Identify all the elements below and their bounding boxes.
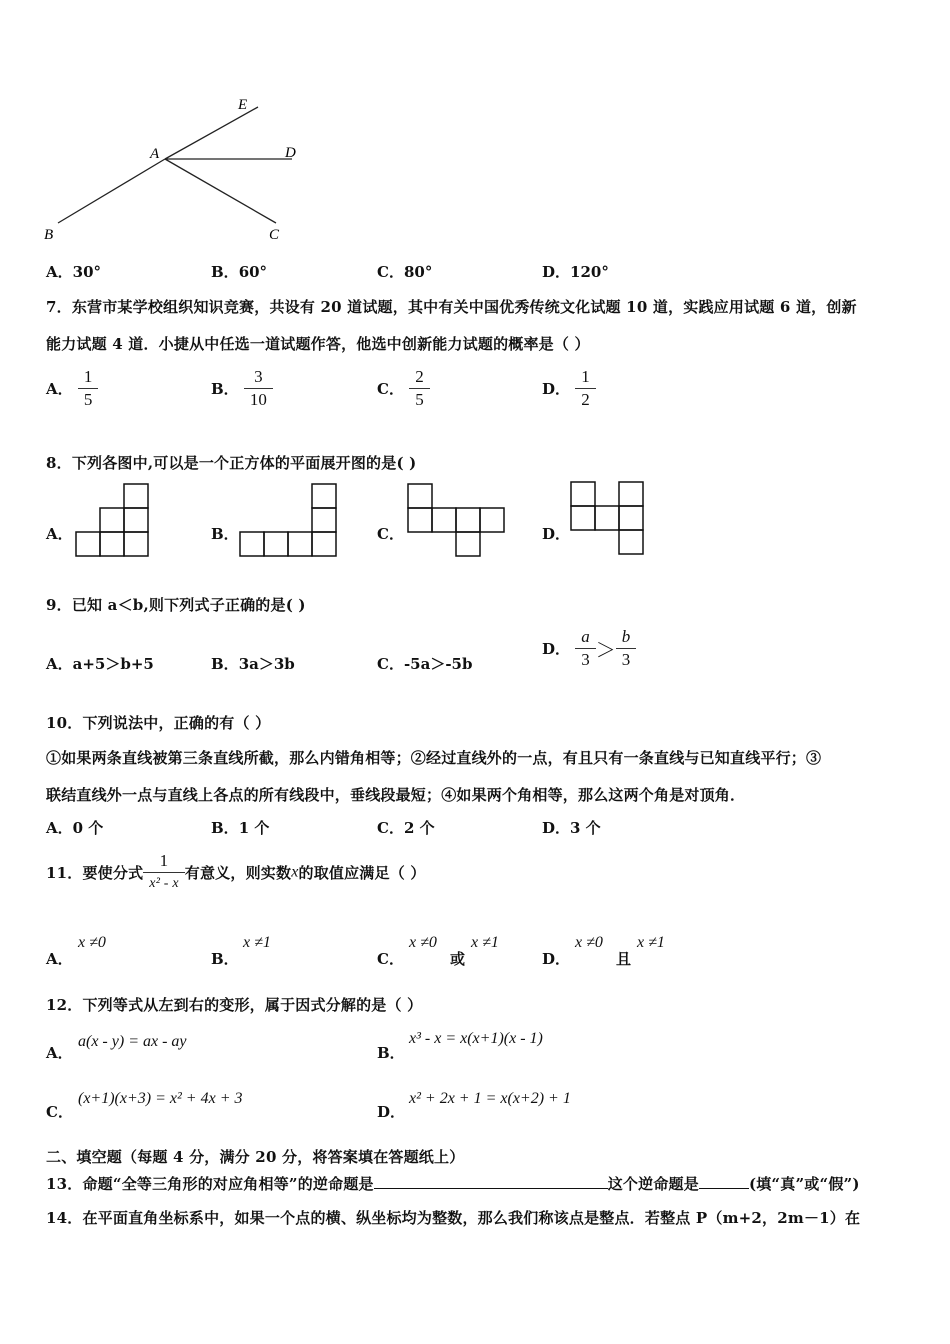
q14-stem-line1: 14．在平面直角坐标系中，如果一个点的横、纵坐标均为整数，那么我们称该点是整点．若整点 P（m+2，2m－1）在 [46,1209,861,1227]
fraction: $\frac{1}{2}$ [575,366,596,411]
q11-stem: 11．要使分式 $\frac{1}{\text{x² - x}}$ 有意义，则实数x的取值应满足（ ） [46,850,426,895]
q8-option-b-label[interactable]: B． [211,525,239,543]
q10-option-a[interactable]: A．0 个 [46,819,104,837]
q7-option-a[interactable]: A． $\frac{1}{5}$ [46,366,98,411]
q10-option-c[interactable]: C．2 个 [377,819,435,837]
q7-stem-line1: 7．东营市某学校组织知识竞赛，共设有 20 道试题，其中有关中国优秀传统文化试题 10 道，实践应用试题 6 道，创新 [46,298,857,316]
q13-stem: 13．命题“全等三角形的对应角相等”的逆命题是 这个逆命题是 (填“真”或“假”) [46,1172,860,1194]
label-b: B [44,227,54,243]
q10-statements-line2: 联结直线外一点与直线上各点的所有线段中，垂线段最短；④如果两个角相等，那么这两个角是对顶角． [46,786,746,804]
q9-option-a[interactable]: A．a+5＞b+5 [46,655,154,673]
q11-option-c-conj: 或 [450,950,466,968]
q10-stem: 10．下列说法中，正确的有（ ） [46,714,271,732]
q9-option-d[interactable]: D． $\frac{a}{3}$ ＞ $\frac{b}{3}$ [542,626,636,671]
fraction: $\frac{2}{5}$ [409,366,430,411]
q11-option-a-expr[interactable]: x ≠0 [78,934,106,951]
fraction: $\frac{3}{10}$ [244,366,273,411]
segment-ba [58,159,165,223]
q10-option-d[interactable]: D．3 个 [542,819,601,837]
ray-ae [165,107,258,159]
q11-option-d-label[interactable]: D． [542,950,571,968]
q11-option-a-label[interactable]: A． [46,950,73,968]
q9-option-b[interactable]: B．3a＞3b [211,655,295,673]
q7-option-c[interactable]: C． $\frac{2}{5}$ [377,366,430,411]
q11-option-c-expr2[interactable]: x ≠1 [471,934,499,951]
q12-option-d-label[interactable]: D． [377,1103,406,1121]
q8-option-a-label[interactable]: A． [46,525,73,543]
fraction: $\frac{a}{3}$ [575,626,596,671]
q8-option-c-label[interactable]: C． [377,525,404,543]
fraction: $\frac{1}{5}$ [78,366,99,411]
q12-stem: 12．下列等式从左到右的变形，属于因式分解的是（ ） [46,996,423,1014]
q12-option-d-expr[interactable]: x² + 2x + 1 = x(x+2) + 1 [409,1090,571,1107]
q7-option-d[interactable]: D． $\frac{1}{2}$ [542,366,596,411]
q8-option-d-net[interactable] [569,480,651,560]
q12-option-b-expr[interactable]: x³ - x = x(x+1)(x - 1) [409,1030,543,1047]
q6-option-d[interactable]: D．120° [542,263,609,281]
fraction: $\frac{b}{3}$ [616,626,637,671]
q8-stem: 8．下列各图中,可以是一个正方体的平面展开图的是( ) [46,454,417,472]
q6-option-b[interactable]: B．60° [211,263,268,281]
q7-stem-line2: 能力试题 4 道．小捷从中任选一道试题作答，他选中创新能力试题的概率是（ ） [46,335,590,353]
q10-statements-line1: ①如果两条直线被第三条直线所截，那么内错角相等；②经过直线外的一点，有且只有一条直线与已知直线平行；③ [46,749,822,767]
q11-option-c-label[interactable]: C． [377,950,404,968]
q10-option-b[interactable]: B．1 个 [211,819,270,837]
q8-option-a-net[interactable] [74,482,154,560]
q11-option-b-expr[interactable]: x ≠1 [243,934,271,951]
label-d: D [285,145,296,161]
q8-option-d-label[interactable]: D． [542,525,571,543]
q11-option-d-conj: 且 [616,950,632,968]
angle-figure [40,95,320,245]
q11-option-d-expr1[interactable]: x ≠0 [575,934,603,951]
label-e: E [238,97,248,113]
q6-option-a[interactable]: A．30° [46,263,102,281]
q11-option-d-expr2[interactable]: x ≠1 [637,934,665,951]
q12-option-b-label[interactable]: B． [377,1044,405,1062]
q7-option-b[interactable]: B． $\frac{3}{10}$ [211,366,273,411]
q9-stem: 9．已知 a＜b,则下列式子正确的是( ) [46,596,306,614]
label-c: C [269,227,280,243]
q12-option-c-label[interactable]: C． [46,1103,73,1121]
q6-option-c[interactable]: C．80° [377,263,433,281]
q12-option-a-label[interactable]: A． [46,1044,73,1062]
q12-option-a-expr[interactable]: a(x - y) = ax - ay [78,1033,187,1050]
q11-option-b-label[interactable]: B． [211,950,239,968]
q8-option-b-net[interactable] [238,482,342,560]
section-fill-blank-title: 二、填空题（每题 4 分，满分 20 分，将答案填在答题纸上） [46,1148,465,1166]
q8-option-c-net[interactable] [404,482,510,560]
fraction: $\frac{1}{\text{x² - x}}$ [143,850,185,895]
q9-option-c[interactable]: C．-5a＞-5b [377,655,473,673]
label-a: A [150,146,160,162]
segment-ac [165,159,276,223]
q12-option-c-expr[interactable]: (x+1)(x+3) = x² + 4x + 3 [78,1090,243,1107]
q11-option-c-expr1[interactable]: x ≠0 [409,934,437,951]
q13-blank-2[interactable] [699,1172,749,1189]
q13-blank-1[interactable] [374,1172,608,1189]
